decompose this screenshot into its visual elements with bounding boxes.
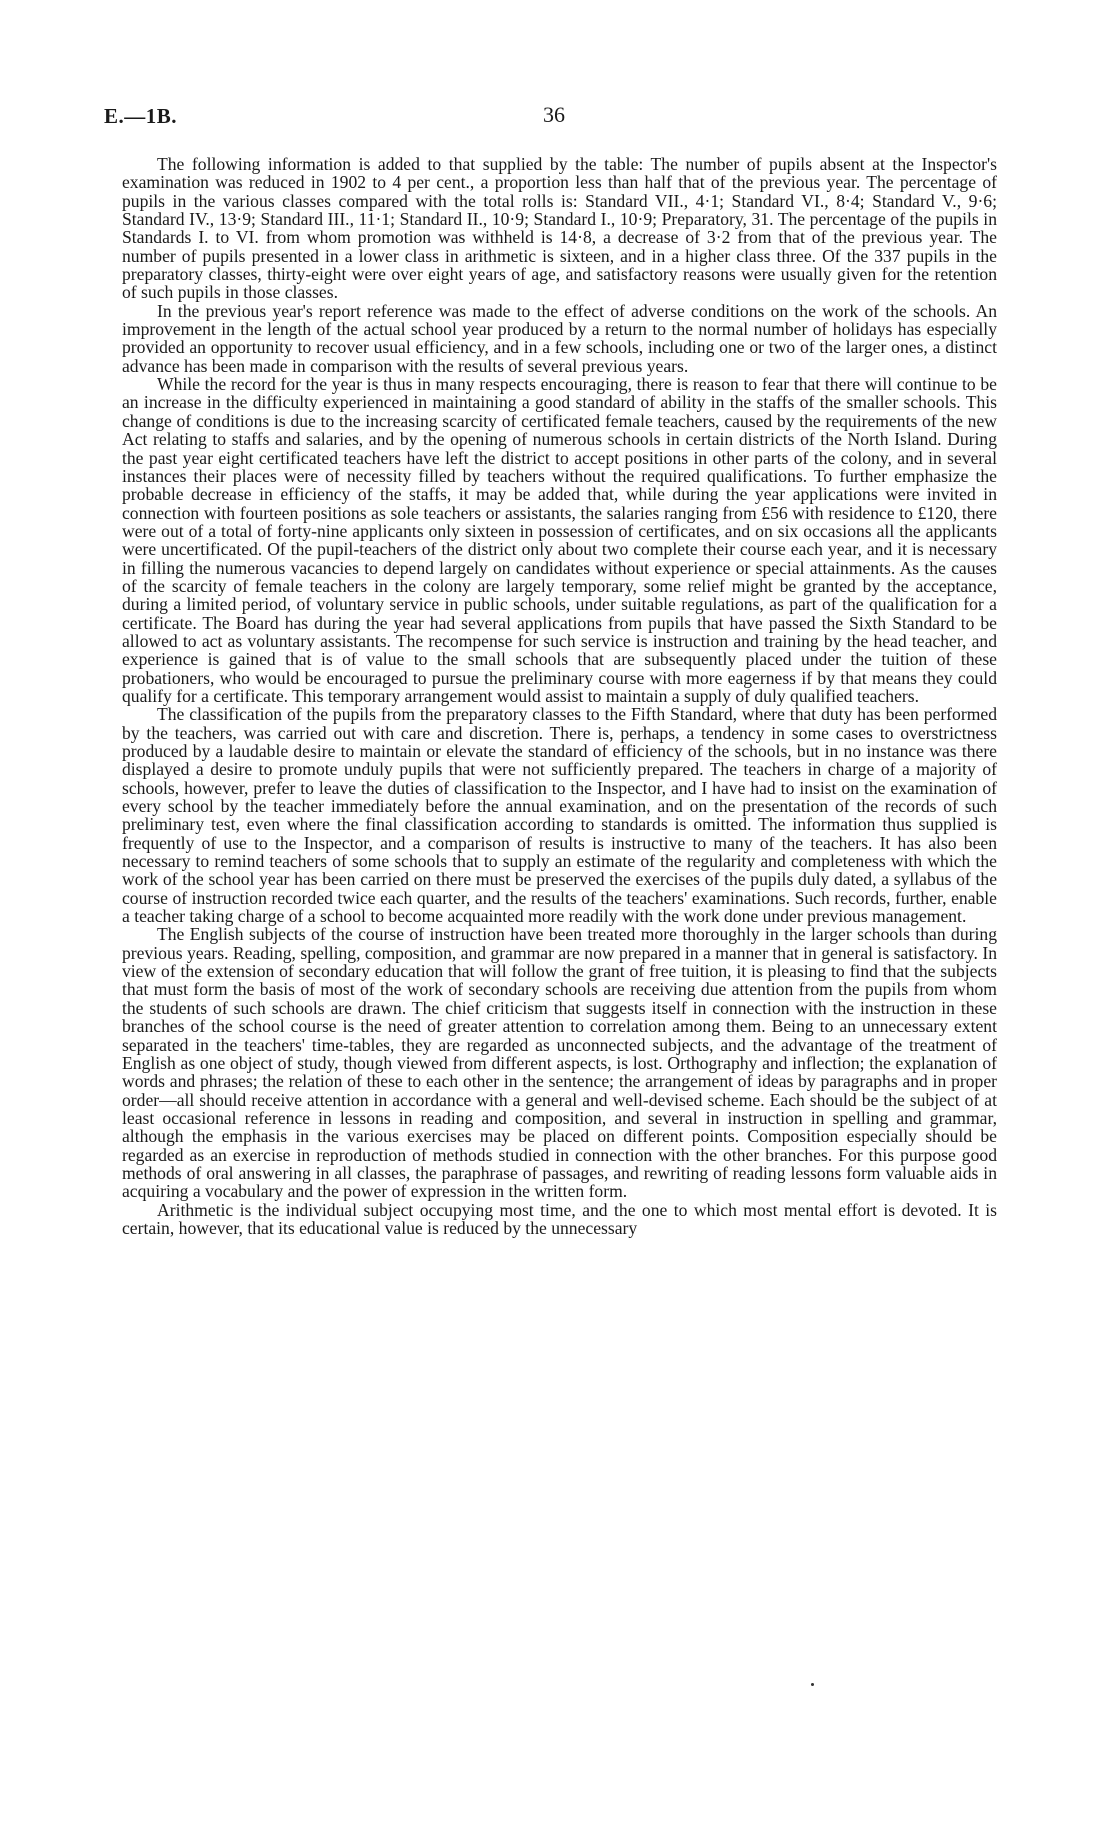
ink-speck [811, 1683, 814, 1686]
page-number: 36 [543, 102, 565, 127]
document-code: E.—1B. [104, 104, 178, 128]
paragraph-english-subjects: The English subjects of the course of instruction have been treated more thoroughly in the larger schools than during previous years. Reading, spelling, composition, and grammar are now prepared in a manner that in general is satisfactory. In view of the extension of secondary education that will follow the grant of free tuition, it is pleasing to find that the subjects that must form the basis of most of the work of secondary schools are receiving due attention from the pupils from whom the students of such schools are drawn. The chief criticism that suggests itself in connection with the instruction in these branches of the school course is the need of greater attention to correlation among them. Being to an unnecessary extent separated in the teachers' time-tables, they are regarded as unconnected subjects, and the advantage of the treatment of English as one object of study, though viewed from different aspects, is lost. Orthography and inflection; the explanation of words and phrases; the relation of these to each other in the sentence; the arrangement of ideas by paragraphs and in proper order—all should receive attention in accordance with a general and well-devised scheme. Each should be the subject of at least occasional reference in lessons in reading and composition, and several in instruction in spelling and grammar, although the emphasis in the various exercises may be placed on different points. Composition especially should be regarded as an exercise in reproduction of methods studied in connection with the other branches. For this purpose good methods of oral answering in all classes, the paraphrase of passages, and rewriting of reading lessons form valuable aids in acquiring a vocabulary and the power of expression in the written form. [122, 924, 997, 1202]
paragraph-classification: The classification of the pupils from the preparatory classes to the Fifth Standard, where that duty has been performed by the teachers, was carried out with care and discretion. There is, perhaps, a tendency in some cases to overstrictness produced by a laudable desire to maintain or elevate the standard of efficiency of the schools, but in no instance was there displayed a desire to promote unduly pupils that were not sufficiently prepared. The teachers in charge of a majority of schools, however, prefer to leave the duties of classification to the Inspector, and I have had to insist on the examination of every school by the teacher immediately before the annual examination, and on the presentation of the records of such preliminary test, even where the final classification according to standards is omitted. The information thus supplied is frequently of use to the Inspector, and a comparison of results is instructive to many of the teachers. It has also been necessary to remind teachers of some schools that to supply an estimate of the regularity and completeness with which the work of the school year has been carried on there must be preserved the exercises of the pupils duly dated, a syllabus of the course of instruction recorded twice each quarter, and the results of the teachers' examinations. Such records, further, enable a teacher taking charge of a school to become acquainted more readily with the work done under previous management. [122, 704, 997, 927]
paragraph-attendance-statistics: The following information is added to that supplied by the table: The number of pupils absent at the Inspector's examination was reduced in 1902 to 4 per cent., a proportion less than half that of the previous year. The percentage of pupils in the various classes compared with the total rolls is: Standard VII., 4·1; Standard VI., 8·4; Standard V., 9·6; Standard IV., 13·9; Standard III., 11·1; Standard II., 10·9; Standard I., 10·9; Preparatory, 31. The percentage of the pupils in Standards I. to VI. from whom promotion was withheld is 14·8, a decrease of 3·2 from that of the previous year. The number of pupils presented in a lower class in arithmetic is sixteen, and in a higher class three. Of the 337 pupils in the preparatory classes, thirty-eight were over eight years of age, and satisfactory reasons were usually given for the retention of such pupils in those classes. [122, 154, 997, 303]
paragraph-school-year: In the previous year's report reference was made to the effect of adverse conditions on the work of the schools. An improvement in the length of the actual school year produced by a return to the normal number of holidays has especially provided an opportunity to recover usual efficiency, and in a few schools, including one or two of the larger ones, a distinct advance has been made in comparison with the results of several previous years. [122, 300, 997, 376]
page-header [104, 104, 1002, 134]
paragraph-staffing: While the record for the year is thus in many respects encouraging, there is reason to fear that there will continue to be an increase in the difficulty experienced in maintaining a good standard of ability in the staffs of the smaller schools. This change of conditions is due to the increasing scarcity of certificated female teachers, caused by the requirements of the new Act relating to staffs and salaries, and by the opening of numerous schools in certain districts of the North Island. During the past year eight certificated teachers have left the district to accept positions in other parts of the colony, and in several instances their places were of necessity filled by teachers without the required qualifications. To further emphasize the probable decrease in efficiency of the staffs, it may be added that, while during the year applications were invited in connection with fourteen positions as sole teachers or assistants, the salaries ranging from £56 with residence to £120, there were out of a total of forty-nine applicants only sixteen in possession of certificates, and on six occasions all the applicants were uncertificated. Of the pupil-teachers of the district only about two complete their course each year, and it is necessary in filling the numerous vacancies to depend largely on candidates without experience or special attainments. As the causes of the scarcity of female teachers in the colony are largely temporary, some relief might be granted by the acceptance, during a limited period, of voluntary service in public schools, under suitable regulations, as part of the qualification for a certificate. The Board has during the year had several applications from pupils that have passed the Sixth Standard to be allowed to act as voluntary assistants. The recompense for such service is instruction and training by the head teacher, and experience is gained that is of value to the small schools that are subsequently placed under the tuition of these probationers, who would be encouraged to pursue the preliminary course with more eagerness if by that means they could qualify for a certificate. This temporary arrangement would assist to maintain a supply of duly qualified teachers. [122, 374, 997, 706]
paragraph-arithmetic: Arithmetic is the individual subject occupying most time, and the one to which most mental effort is devoted. It is certain, however, that its educational value is reduced by the unnecessary [122, 1199, 997, 1238]
report-body [122, 155, 997, 1237]
